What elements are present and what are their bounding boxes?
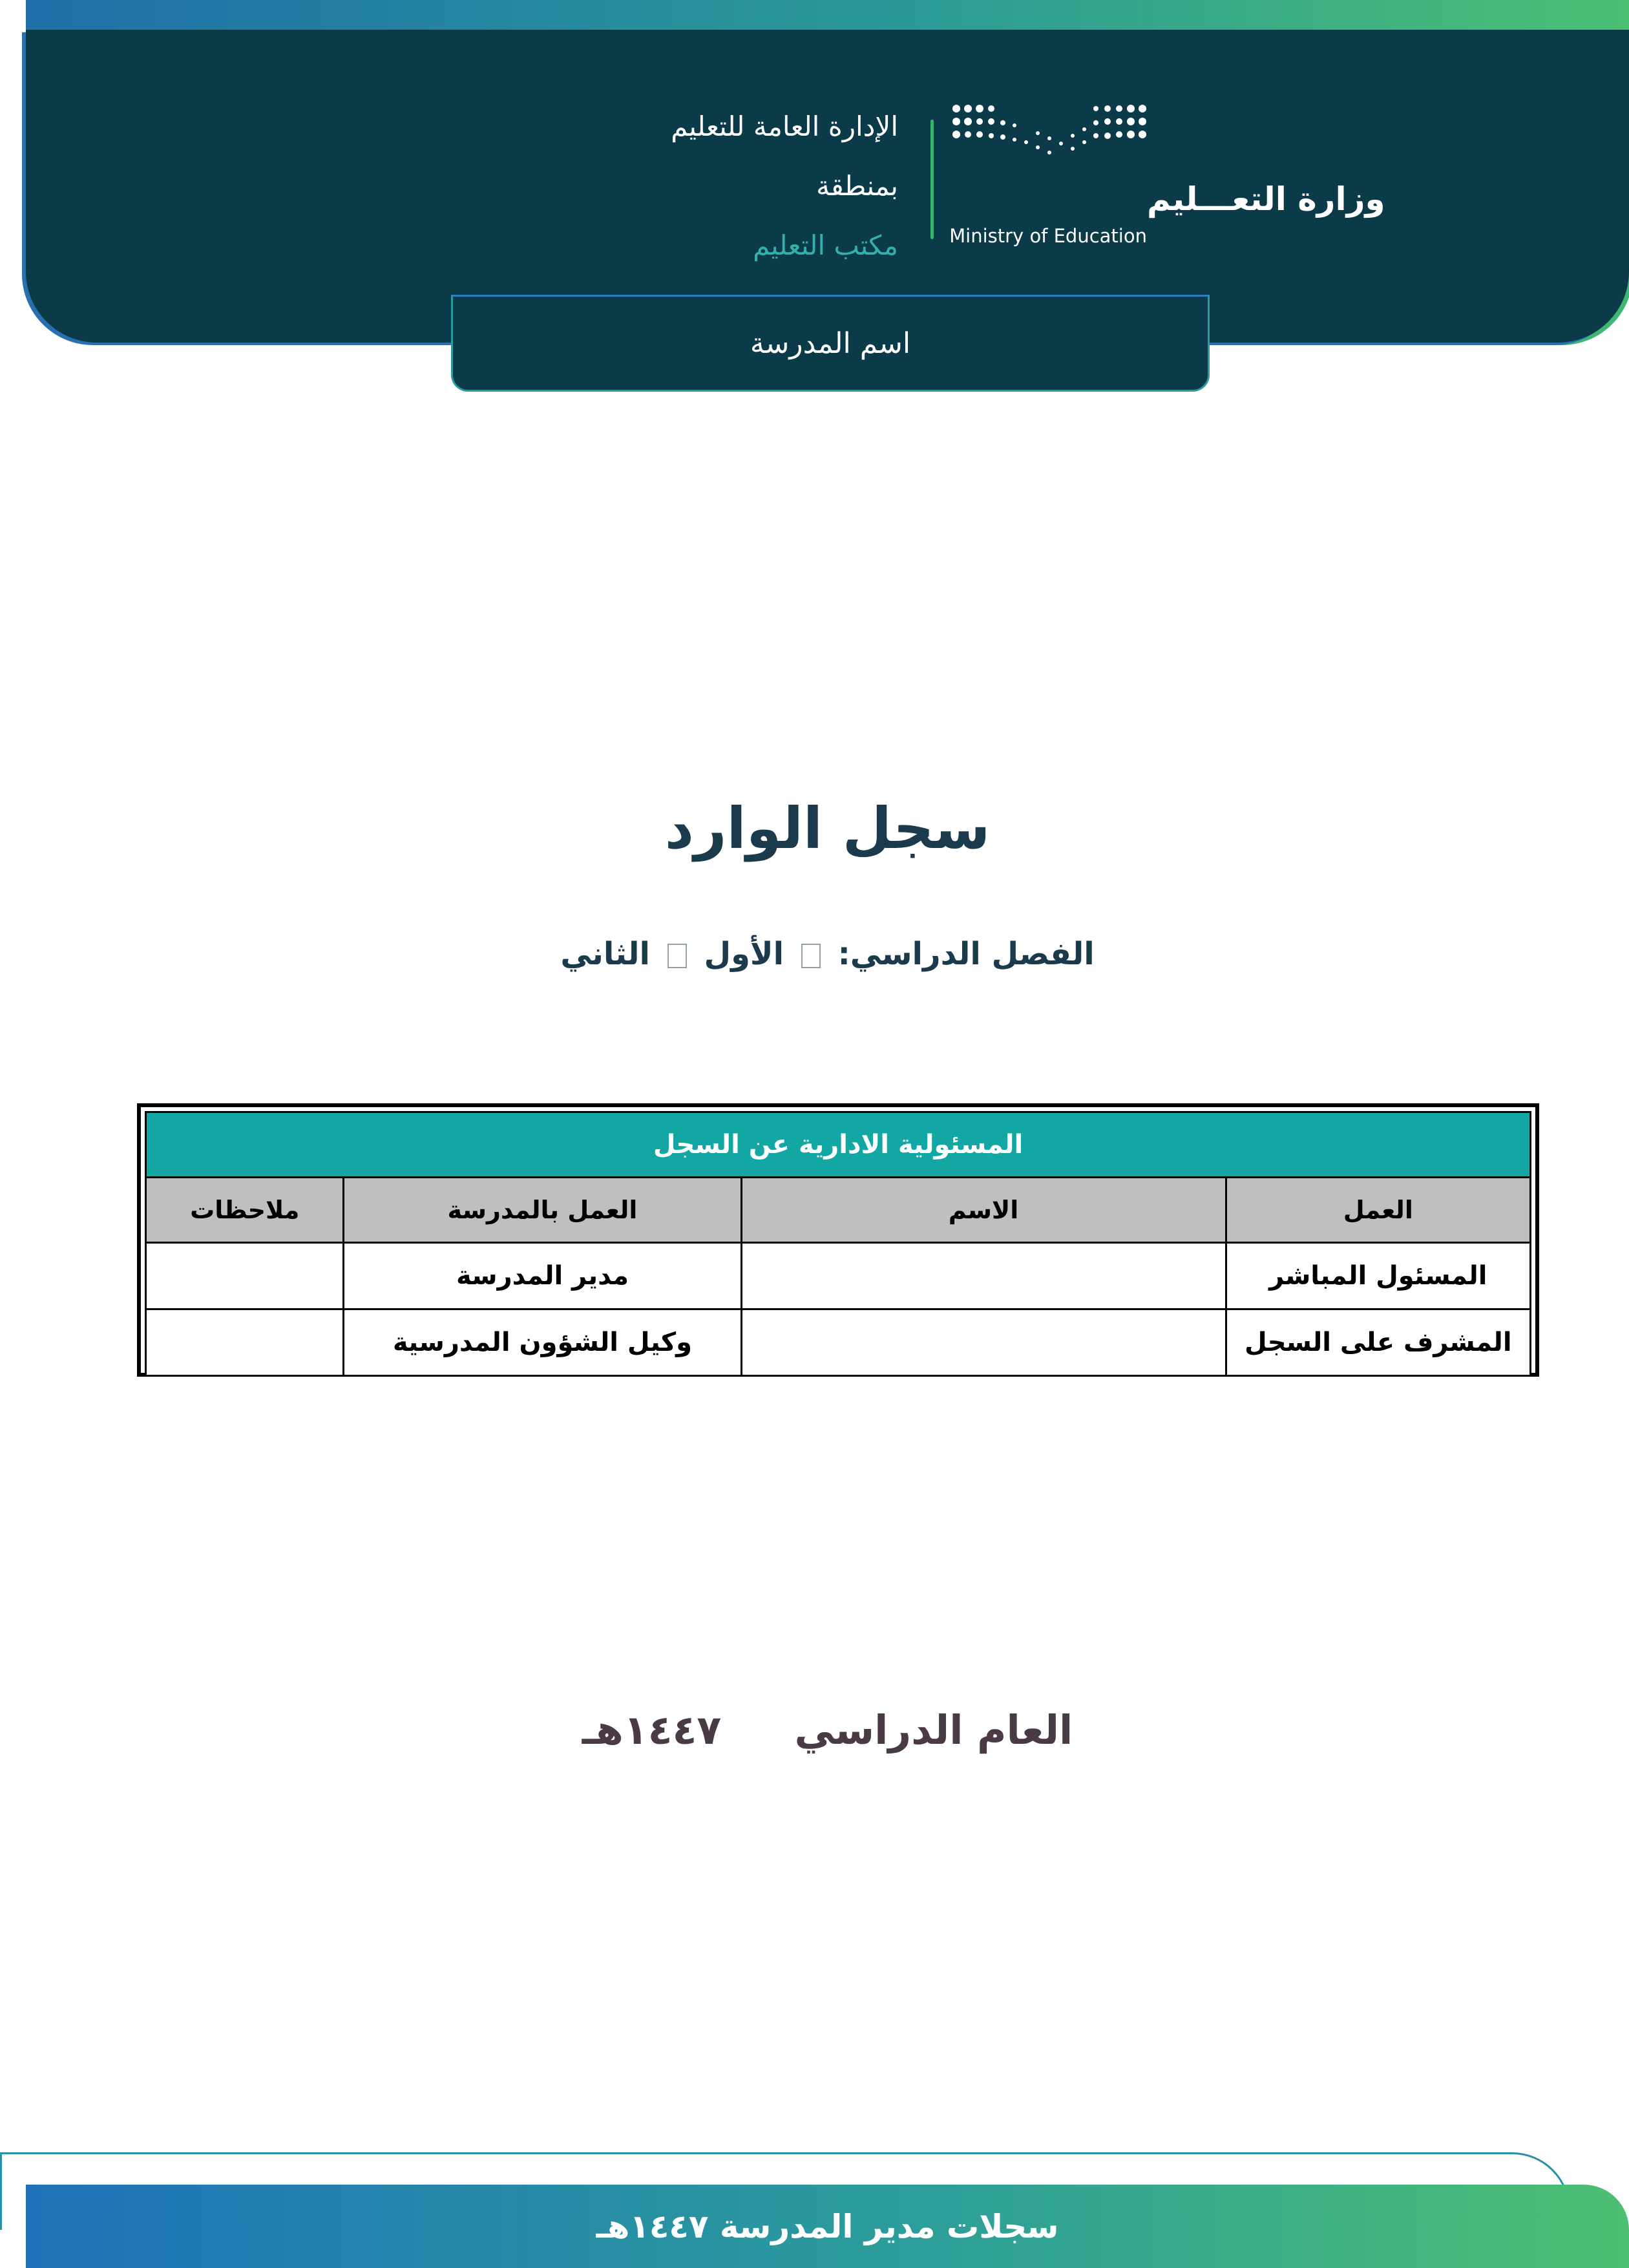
footer-text: سجلات مدير المدرسة ١٤٤٧هـ [596, 2207, 1059, 2245]
academic-year [26, 1706, 1629, 1754]
responsibility-table-frame [137, 1103, 1539, 1377]
ministry-of-education-logo [949, 97, 1385, 259]
header-school-position: العمل بالمدرسة [344, 1178, 741, 1243]
admin-region: بمنطقة [816, 170, 898, 202]
school-name-label: اسم المدرسة [750, 326, 911, 360]
cell-school-position: مدير المدرسة [344, 1243, 741, 1309]
table-header-row [146, 1178, 1531, 1243]
responsibility-table [145, 1111, 1531, 1377]
semester-second-label: الثاني [560, 936, 650, 972]
school-name-tab [451, 295, 1210, 392]
cell-notes[interactable] [146, 1243, 344, 1309]
academic-year-label: العام الدراسي [794, 1706, 1073, 1754]
document-title: سجل الوارد [664, 795, 991, 862]
academic-year-value: ١٤٤٧هـ [582, 1706, 722, 1754]
cell-role: المشرف على السجل [1226, 1309, 1530, 1376]
semester-first-label: الأول [704, 936, 784, 972]
semester-label: الفصل الدراسي: [837, 936, 1095, 972]
semester-selector [26, 936, 1629, 972]
semester-first-checkbox[interactable] [801, 944, 821, 968]
administration-block [594, 97, 898, 275]
cell-school-position: وكيل الشؤون المدرسية [344, 1309, 741, 1376]
header-name: الاسم [741, 1178, 1226, 1243]
admin-education-office: مكتب التعليم [753, 229, 898, 261]
ministry-name-arabic: وزارة التعـــليم [1147, 180, 1385, 218]
header-notes: ملاحظات [146, 1178, 344, 1243]
cell-name[interactable] [741, 1243, 1226, 1309]
top-gradient-strip [26, 0, 1629, 30]
semester-second-checkbox[interactable] [667, 944, 687, 968]
table-row [146, 1243, 1531, 1309]
table-caption: المسئولية الادارية عن السجل [146, 1112, 1531, 1178]
footer-band [26, 2185, 1629, 2268]
admin-general-directorate: الإدارة العامة للتعليم [671, 111, 898, 142]
cell-role: المسئول المباشر [1226, 1243, 1530, 1309]
logo-divider [930, 120, 934, 239]
table-row [146, 1309, 1531, 1376]
cell-notes[interactable] [146, 1309, 344, 1376]
cell-name[interactable] [741, 1309, 1226, 1376]
ministry-name-english: Ministry of Education [949, 225, 1147, 247]
header-role: العمل [1226, 1178, 1530, 1243]
